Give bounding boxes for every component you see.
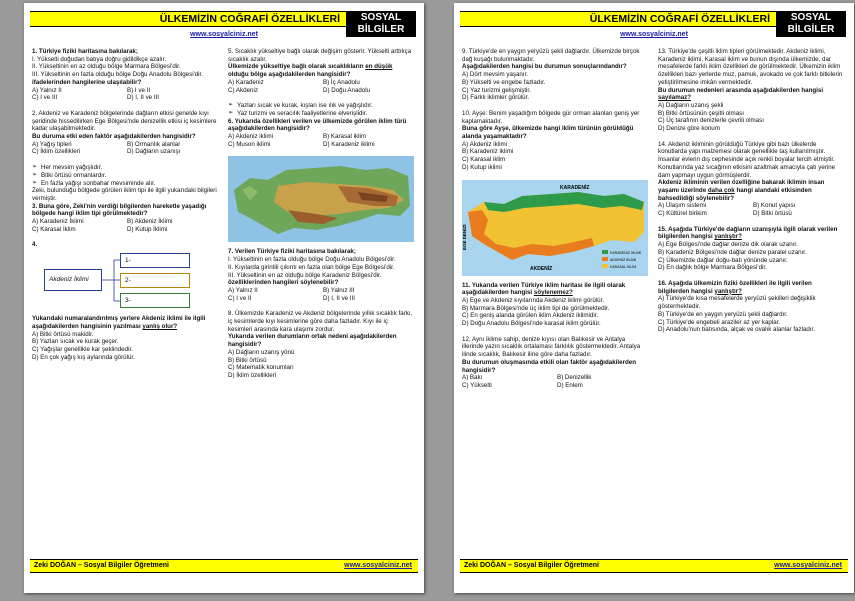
option-c[interactable]: C) Yağışlar genellikle kar şeklindedir. (32, 345, 133, 353)
bullet-item: ➢ Her mevsim yağışlıdır. (32, 164, 218, 172)
question-text: 5. Sıcaklık yükseltiye bağlı olarak değişim gösterir. Yükselti arttıkça sıcaklık azalır. (228, 48, 412, 63)
option-d[interactable]: D) Denize göre konum (658, 125, 720, 133)
question-ask: özelliklerinden hangileri söylenebilir? (228, 279, 339, 287)
ege-sea-label: EGE DENİZİ (462, 224, 467, 250)
concept-diagram (32, 253, 218, 309)
bullet-item: ➢ Bitki örtüsü ormanlardır. (32, 172, 218, 180)
option-b[interactable]: B) Yükselti ve engebe fazladır. (462, 78, 546, 86)
turkey-physical-map (228, 156, 414, 242)
option-b[interactable]: B) Karasal iklim (323, 133, 366, 141)
option-d[interactable]: D) Doğu Anadolu Bölgesi'nde karasal iklim görülür. (462, 320, 601, 328)
option-b[interactable]: B) Akdeniz İklimi (127, 218, 173, 226)
option-b[interactable]: B) Denizellik (557, 374, 592, 382)
option-a[interactable]: A) Karadeniz (228, 78, 264, 86)
negative-emphasis: sayılamaz? (658, 94, 692, 102)
emphasis: en düşük (365, 63, 393, 71)
question-8 (228, 310, 414, 379)
option-a[interactable]: A) Bakı (462, 374, 483, 382)
column-left (32, 48, 218, 369)
question-11 (462, 282, 648, 328)
option-d[interactable]: D) Karadeniz iklimi (323, 140, 375, 148)
option-b[interactable]: B) Bitki örtüsünün çeşitli olması (658, 109, 744, 117)
option-c[interactable]: C) I ve III (32, 94, 58, 102)
option-a[interactable]: A) Ulaşım sistemi (658, 202, 707, 210)
question-text: 8. Ülkemizde Karadeniz ve Akdeniz bölgelerinde yıllık sıcaklık farkı, iç kesimlerde kıyı kesimlerine göre daha fazladır. Kıyı ile iç kesimleri arasında kara ulaşımı zordur. (228, 310, 413, 333)
option-d[interactable]: D) En çok yağış kış aylarında görülür. (32, 353, 135, 361)
question-text: Yukarıdaki numaralandırılmış yerlere Akdeniz iklimi ile ilgili aşağıdakilerden hangisinin yazılması (32, 315, 206, 330)
option-b[interactable]: B) I ve II (127, 86, 151, 94)
option-a[interactable]: A) Karadeniz İklimi (32, 218, 84, 226)
option-d[interactable]: D) Enlem (557, 381, 583, 389)
site-link[interactable]: www.sosyalciniz.net (190, 31, 258, 38)
question-5 (228, 48, 414, 94)
grade-number: 6 (378, 36, 384, 47)
question-10 (462, 110, 648, 172)
turkey-climate-map (462, 180, 648, 276)
grade-number: 6 (808, 36, 814, 47)
legend-label-karasal: KARASAL İKLİM (610, 264, 637, 269)
option-a[interactable]: A) Ege ve Akdeniz kıyılarında Akdeniz iklimi görülür. (462, 296, 605, 304)
option-b[interactable]: B) Ormanlık alanlar (127, 140, 181, 148)
legend-swatch-karadeniz (602, 250, 608, 254)
question-9 (462, 48, 648, 102)
question-ask: Bu durumun oluşmasında etkili olan faktör aşağıdakilerden hangisidir? (462, 358, 636, 374)
akdeniz-sea-label: AKDENİZ (530, 265, 553, 272)
question-text: 13. Türkiye'de çeşitli iklim tipleri görülmektedir. Akdeniz iklimi, Karadeniz iklimi, Karasal iklim ve bunun dışında ülkemizde, dar mesafelerde farklı iklim özellikleri de görülmektedir. Ülkemizin iklim özellikleri bazı yerlerde muz, pamuk, avokado ve çok farklı bitkilerin yetiştirilmesine imkân vermektedir. (658, 48, 843, 86)
footer-site-link[interactable]: www.sosyalciniz.net (774, 562, 842, 569)
footer-site-link[interactable]: www.sosyalciniz.net (344, 562, 412, 569)
option-a[interactable]: A) Akdeniz iklimi (462, 140, 508, 148)
statement: III. Yükseltinin en fazla olduğu bölge Doğu Anadolu Bölgesi'dir. (32, 71, 203, 79)
statement: I. Yükselti doğudan batıya doğru gidildikçe azalır. (32, 55, 167, 63)
option-a[interactable]: A) Ege Bölgesi'nde dağlar denize dik olarak uzanır. (658, 241, 798, 249)
option-a[interactable]: A) Bitki örtüsü makidir. (32, 330, 94, 338)
question-text: 14. Akdeniz ikliminin görüldüğü Türkiye gibi bazı ülkelerde konutlarda yapı malzemesi olarak genellikle taş kullanılmıştır. İnsanlar evlerin dış cephesinde açık renkli boyalar tercih etmiştir. Konutlarında yaz sıcağının etkisini azaltmak amacıyla çatı yerine dam yapmayı uygun görmüşlerdir. (658, 140, 836, 179)
negative-emphasis: söylenemez? (533, 289, 573, 297)
option-b[interactable]: B) Karadeniz Bölgesi'nde dağlar denize paralel uzanır. (658, 248, 807, 256)
question-ask: Ülkemizde yükseltiye bağlı olarak sıcaklıkların (228, 63, 364, 71)
question-ask: Bu durumun nedenleri arasında aşağıdakilerden hangisi (658, 86, 824, 94)
option-d[interactable]: D) Kutup iklimi (462, 163, 502, 171)
question-stem: 7. Verilen Türkiye fiziki haritasına bakılarak; (228, 248, 356, 256)
option-c[interactable]: C) Yaz turizmi gelişmiştir. (462, 86, 531, 94)
legend-label-akdeniz: AKDENİZ İKLİMİ (610, 257, 637, 262)
question-ask-cont: olduğu bölge aşağıdakilerden hangisidir? (228, 71, 351, 79)
subject-name: SOSYAL BİLGİLER (787, 12, 835, 35)
option-d[interactable]: D) En dağlık bölge Marmara Bölgesi'dir. (658, 264, 767, 272)
option-c[interactable]: C) Ülkemizde dağlar doğu-batı yönünde uzanır. (658, 256, 788, 264)
question-text: 10. Ayşe: Benim yaşadığım bölgede gür orman alanları geniş yer kaplamaktadır. (462, 109, 640, 125)
option-b[interactable]: B) Yalnız III (323, 286, 355, 294)
option-c[interactable]: C) Karasal İklim (32, 225, 76, 233)
option-c[interactable]: C) Matematik konumları (228, 364, 294, 372)
option-a[interactable]: A) Dağların uzanış şekli (658, 101, 724, 109)
question-text: 16. Aşağıda ülkemizin fiziki özellikleri ile ilgili verilen bilgilerden hangisi (658, 279, 812, 295)
question-ask: Buna göre Ayşe, ülkemizde hangi iklim türünün görüldüğü alanda yaşamaktadır? (462, 125, 634, 141)
answer-slot-2[interactable]: 2- (120, 273, 190, 288)
bullet-item: ➢ En fazla yağışı sonbahar mevsiminde alır. (32, 180, 218, 188)
option-c[interactable]: C) Türkiye'de engebeli araziler az yer kaplar. (658, 318, 781, 326)
option-a[interactable]: A) Türkiye'de kısa mesafelerde yeryüzü şekilleri değişiklik göstermektedir. (658, 295, 816, 311)
option-b[interactable]: B) Marmara Bölgesi'nde üç iklim tipi de görülmektedir. (462, 304, 610, 312)
option-c[interactable]: C) Üç tarafının denizlerle çevrili olması (658, 117, 764, 125)
option-b[interactable]: B) İç Anadolu (323, 78, 360, 86)
question-ask: Bu duruma etki eden faktör aşağıdakilerden hangisidir? (32, 133, 196, 141)
right-page (454, 3, 854, 593)
option-a[interactable]: A) Yalnız II (32, 86, 62, 94)
question-7 (228, 248, 414, 302)
question-text: 9. Türkiye'de en yaygın yeryüzü şekli dağlardır. Ülkemizde birçok dağ kuşağı bulunmaktadır. (462, 48, 640, 63)
option-b[interactable]: B) Yazları sıcak ve kurak geçer. (32, 338, 119, 346)
question-number: 4. (32, 241, 38, 249)
option-b[interactable]: B) Bitki örtüsü (228, 356, 267, 364)
question-text: 12. Aynı iklime sahip, denize kıyısı olan Balıkesir ve Antalya illerinde yazın sıcaklık ortalaması farklılık göstermektedir. Antalya ilinde sıcaklık, Balıkesir iline göre daha fazladır. (462, 335, 641, 359)
question-text: Zeki, bulunduğu bölgede görülen iklim tipi ile ilgili yukarıdaki bilgileri vermiştir. (32, 187, 217, 202)
legend-label-karadeniz: KARADENİZ İKLİMİ (610, 250, 642, 255)
bullet-item: ➢ Yazları sıcak ve kurak, kışları ise ılık ve yağışlıdır. (228, 102, 414, 110)
karadeniz-sea-label: KARADENİZ (560, 184, 590, 191)
option-d[interactable]: D) Anadolu'nun batısında, alçak ve ovalık alanlar fazladır. (658, 326, 815, 334)
diagram-center-box: Akdeniz İklimi (44, 269, 102, 291)
option-d[interactable]: D) Farklı iklimler görülür. (462, 94, 530, 102)
site-link[interactable]: www.sosyalciniz.net (620, 31, 688, 38)
option-c[interactable]: C) Karasal iklim (462, 156, 506, 164)
question-ask: Aşağıdakilerden hangisi bu durumun sonuçlarındandır? (462, 63, 627, 71)
negative-emphasis: yanlıştır? (714, 233, 742, 241)
legend-swatch-karasal (602, 264, 608, 268)
question-ask-cont: hangi alandaki etkisinden bahsedildiği söylenebilir? (658, 186, 812, 202)
option-a[interactable]: A) Yalnız II (228, 286, 258, 294)
page-title: ÜLKEMİZİN COĞRAFİ ÖZELLİKLERİ (460, 11, 776, 27)
option-d[interactable]: D) Bitki örtüsü (753, 210, 792, 218)
option-a[interactable]: A) Dağların uzanış yönü (228, 348, 295, 356)
page-footer (460, 559, 848, 573)
left-page (24, 3, 424, 593)
question-14 (658, 141, 844, 218)
answer-slot-1[interactable]: 1- (120, 253, 190, 268)
column-right (658, 48, 844, 342)
statement: III. Yükseltinin en az olduğu bölge Karadeniz Bölgesi'dir. (228, 271, 382, 279)
statement: II. Yükseltinin en az olduğu bölge Marmara Bölgesi'dir. (32, 63, 181, 71)
option-b[interactable]: B) Türkiye'de en yaygın yeryüzü şekli dağlardır. (658, 310, 788, 318)
page-title: ÜLKEMİZİN COĞRAFİ ÖZELLİKLERİ (30, 11, 346, 27)
question-15 (658, 226, 844, 272)
option-b[interactable]: B) Karadeniz iklimi (462, 148, 514, 156)
footer-author: Zeki DOĞAN – Sosyal Bilgiler Öğretmeni (464, 562, 599, 569)
footer-author: Zeki DOĞAN – Sosyal Bilgiler Öğretmeni (34, 562, 169, 569)
option-b[interactable]: B) Konut yapısı (753, 202, 796, 210)
option-c[interactable]: C) Yükselti (462, 381, 492, 389)
option-d[interactable]: D) Dağların uzanışı (127, 148, 181, 156)
question-ask: 6. Yukarıda özellikleri verilen ve ülkemizde görülen iklim türü aşağıdakilerden hangisidir? (228, 117, 407, 133)
option-d[interactable]: D) Doğu Anadolu (323, 86, 371, 94)
option-a[interactable]: A) Akdeniz iklimi (228, 133, 274, 141)
question-16 (658, 280, 844, 334)
column-right (228, 48, 414, 388)
question-ask: Akdeniz ikliminin verilen özelliğine bakarak iklimin insan yaşamı üzerinde (658, 179, 825, 194)
statement: II. Kıyılarda girintili çıkıntı en fazla olan bölge Ege Bölgesi'dir. (228, 263, 395, 271)
legend-swatch-akdeniz (602, 257, 608, 261)
question-1 (32, 48, 218, 102)
climate-map-image (462, 180, 648, 276)
question-3 (32, 164, 218, 233)
option-a[interactable]: A) Yağış tipleri (32, 140, 72, 148)
column-left (462, 48, 648, 398)
bullet-item: ➢ Yaz turizmi ve seracılık faaliyetlerine elverişlidir. (228, 110, 414, 118)
option-d[interactable]: D) I, II ve III (323, 294, 355, 302)
negative-emphasis: yanlıştır? (714, 287, 742, 295)
option-c[interactable]: C) İklim özellikleri (32, 148, 81, 156)
option-a[interactable]: A) Dört mevsim yaşanır. (462, 71, 529, 79)
option-c[interactable]: C) I ve II (228, 294, 252, 302)
question-ask: ifadelerinden hangilerine ulaşılabilir? (32, 78, 142, 86)
question-ask: 3. Buna göre, Zeki'nin verdiği bilgilerden hareketle yaşadığı bölgede hangi iklim tipi görülmektedir? (32, 202, 207, 218)
question-12 (462, 336, 648, 390)
physical-map-image (228, 156, 414, 242)
emphasis: daha çok (707, 186, 735, 194)
answer-slot-3[interactable]: 3- (120, 293, 190, 308)
option-c[interactable]: C) Akdeniz (228, 86, 258, 94)
question-6 (228, 102, 414, 148)
question-2 (32, 110, 218, 156)
question-ask: Yukarıda verilen durumların ortak nedeni aşağıdakilerden hangisidir? (228, 333, 397, 349)
option-c[interactable]: C) Kültürel birikim (658, 210, 707, 218)
question-text: 15. Aşağıda Türkiye'de dağların uzanışıyla ilgili olarak verilen bilgilerden hangisi (658, 225, 838, 241)
option-d[interactable]: D) İklim özellikleri (228, 371, 277, 379)
subject-name: SOSYAL BİLGİLER (357, 12, 405, 35)
question-4 (32, 241, 218, 361)
question-13 (658, 48, 844, 133)
negative-emphasis: yanlış olur? (142, 322, 178, 330)
statement: I. Yükseltinin en fazla olduğu bölge Doğu Anadolu Bölgesi'dir. (228, 256, 396, 264)
option-d[interactable]: D) I, II ve III (127, 94, 159, 102)
page-footer (30, 559, 418, 573)
question-text: 2. Akdeniz ve Karadeniz bölgelerinde dağların etkisi genelde kıyı şeridinde hissedilirken Ege Bölgesi'nde denizellik etkisi iç kesimlere kadar ulaşabilmektedir. (32, 109, 217, 133)
option-c[interactable]: C) Muson iklimi (228, 140, 271, 148)
question-text: 11. Yukarıda verilen Türkiye iklim haritası ile ilgili olarak aşağıdakilerden hangisi (462, 281, 626, 297)
option-c[interactable]: C) En geniş alanda görülen iklim Akdeniz iklimidir. (462, 312, 599, 320)
question-stem: 1. Türkiye fiziki haritasına bakılarak; (32, 48, 138, 55)
option-d[interactable]: D) Kutup İklimi (127, 225, 168, 233)
